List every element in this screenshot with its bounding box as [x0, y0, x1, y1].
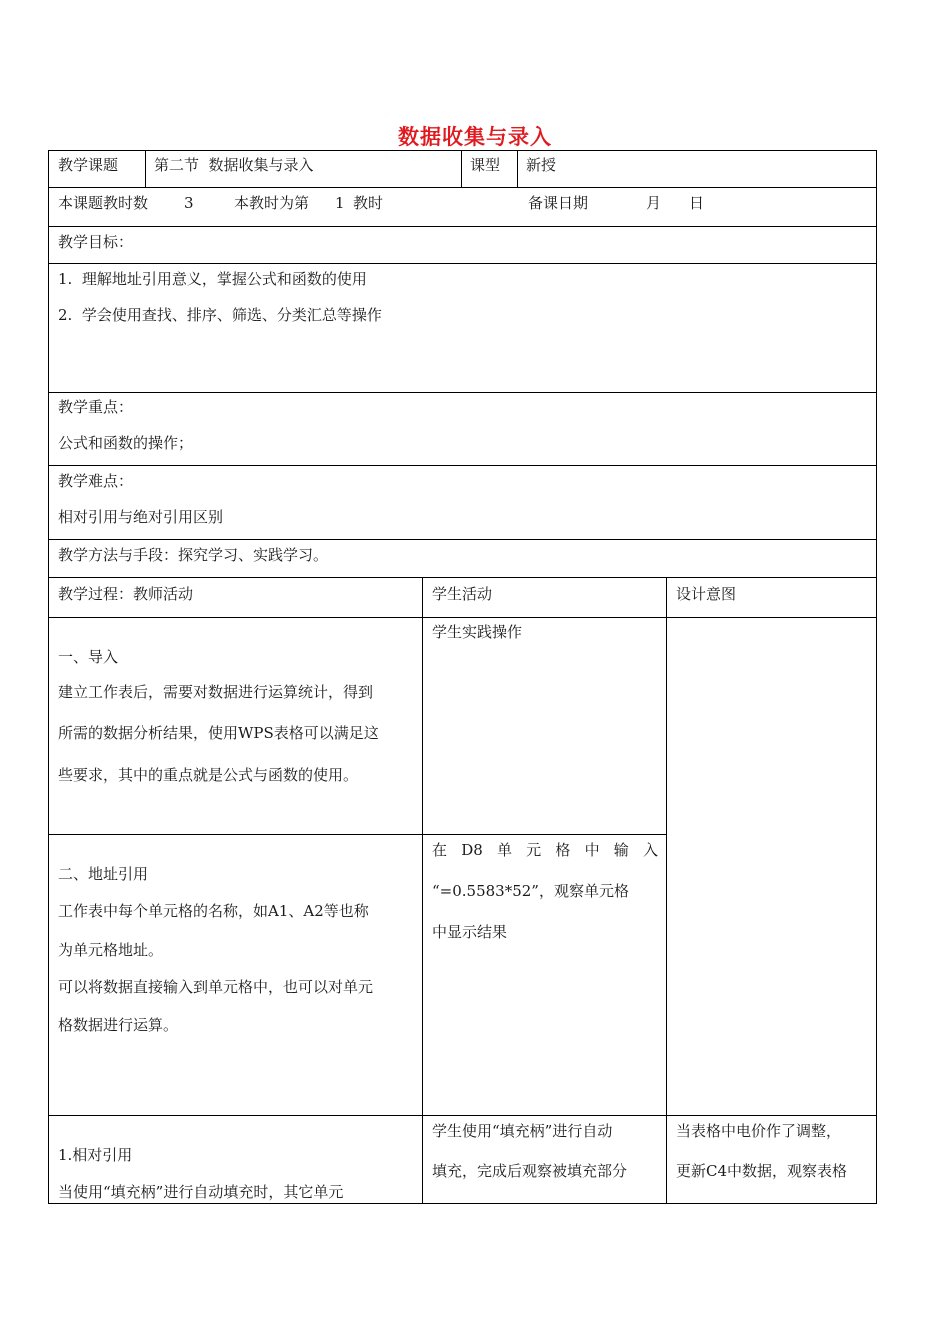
total-hours-label: 本课题教时数 — [58, 194, 149, 212]
table-line — [666, 577, 667, 1203]
table-line — [48, 150, 877, 151]
table-line — [48, 465, 877, 466]
table-line — [48, 539, 877, 540]
current-hour-value: 1 — [335, 194, 345, 212]
table-line — [48, 577, 877, 578]
process-teacher-header: 教学过程：教师活动 — [58, 585, 194, 603]
objective-item: 1. 理解地址引用意义，掌握公式和函数的使用 — [58, 270, 367, 288]
table-line — [48, 263, 877, 264]
table-line — [145, 150, 146, 187]
student-activity: 填充，完成后观察被填充部分 — [432, 1162, 628, 1180]
table-line — [48, 834, 667, 835]
student-activity-char: 入 — [642, 841, 658, 859]
teacher-text: 建立工作表后，需要对数据进行运算统计，得到 — [58, 683, 374, 701]
section-title: 1.相对引用 — [58, 1146, 133, 1164]
day-label: 日 — [689, 194, 705, 212]
total-hours-value: 3 — [184, 194, 194, 212]
topic-value: 第二节 数据收集与录入 — [154, 156, 314, 174]
table-line — [48, 150, 49, 1204]
table-line — [48, 1203, 877, 1204]
section-title: 一、导入 — [58, 648, 119, 666]
student-activity-char: 输 — [613, 841, 629, 859]
student-activity: “=0.5583*52”，观察单元格 — [432, 882, 629, 900]
student-activity-char: 在 — [432, 841, 448, 859]
student-activity-char: 元 — [526, 841, 542, 859]
table-line — [48, 187, 877, 188]
key-points-value: 公式和函数的操作； — [58, 434, 194, 452]
key-points-label: 教学重点： — [58, 398, 134, 416]
teacher-text: 当使用“填充柄”进行自动填充时，其它单元 — [58, 1183, 344, 1201]
table-line — [876, 150, 877, 1204]
objective-item: 2. 学会使用查找、排序、筛选、分类汇总等操作 — [58, 306, 382, 324]
objectives-label: 教学目标： — [58, 233, 134, 251]
student-activity — [432, 840, 658, 860]
month-label: 月 — [646, 194, 662, 212]
difficulties-label: 教学难点： — [58, 472, 134, 490]
student-activity-char: D8 — [461, 841, 483, 859]
design-intent: 更新C4中数据，观察表格 — [676, 1162, 848, 1180]
table-line — [48, 226, 877, 227]
student-activity-char: 格 — [555, 841, 571, 859]
table-line — [517, 150, 518, 187]
type-label: 课型 — [470, 156, 501, 174]
current-hour-label: 本教时为第 — [234, 194, 310, 212]
topic-label: 教学课题 — [58, 156, 119, 174]
difficulties-value: 相对引用与绝对引用区别 — [58, 508, 224, 526]
process-student-header: 学生活动 — [432, 585, 493, 603]
type-value: 新授 — [526, 156, 557, 174]
student-activity-char: 中 — [584, 841, 600, 859]
student-activity-char: 单 — [496, 841, 512, 859]
table-line — [48, 617, 877, 618]
teacher-text: 格数据进行运算。 — [58, 1016, 179, 1034]
table-line — [422, 577, 423, 1203]
table-line — [48, 1115, 877, 1116]
prep-date-label: 备课日期 — [528, 194, 589, 212]
process-intent-header: 设计意图 — [676, 585, 737, 603]
student-activity: 学生实践操作 — [432, 623, 523, 641]
table-line — [48, 392, 877, 393]
student-activity: 中显示结果 — [432, 923, 508, 941]
teacher-text: 些要求，其中的重点就是公式与函数的使用。 — [58, 766, 359, 784]
teacher-text: 工作表中每个单元格的名称，如A1、A2等也称 — [58, 902, 369, 920]
teacher-text: 为单元格地址。 — [58, 941, 164, 959]
methods-text: 教学方法与手段：探究学习、实践学习。 — [58, 546, 329, 564]
design-intent: 当表格中电价作了调整， — [676, 1122, 842, 1140]
section-title: 二、地址引用 — [58, 865, 149, 883]
teacher-text: 所需的数据分析结果，使用WPS表格可以满足这 — [58, 724, 379, 742]
student-activity: 学生使用“填充柄”进行自动 — [432, 1122, 613, 1140]
teacher-text: 可以将数据直接输入到单元格中，也可以对单元 — [58, 978, 374, 996]
current-hour-suffix: 教时 — [353, 194, 384, 212]
page-title: 数据收集与录入 — [398, 125, 552, 149]
table-line — [461, 150, 462, 187]
